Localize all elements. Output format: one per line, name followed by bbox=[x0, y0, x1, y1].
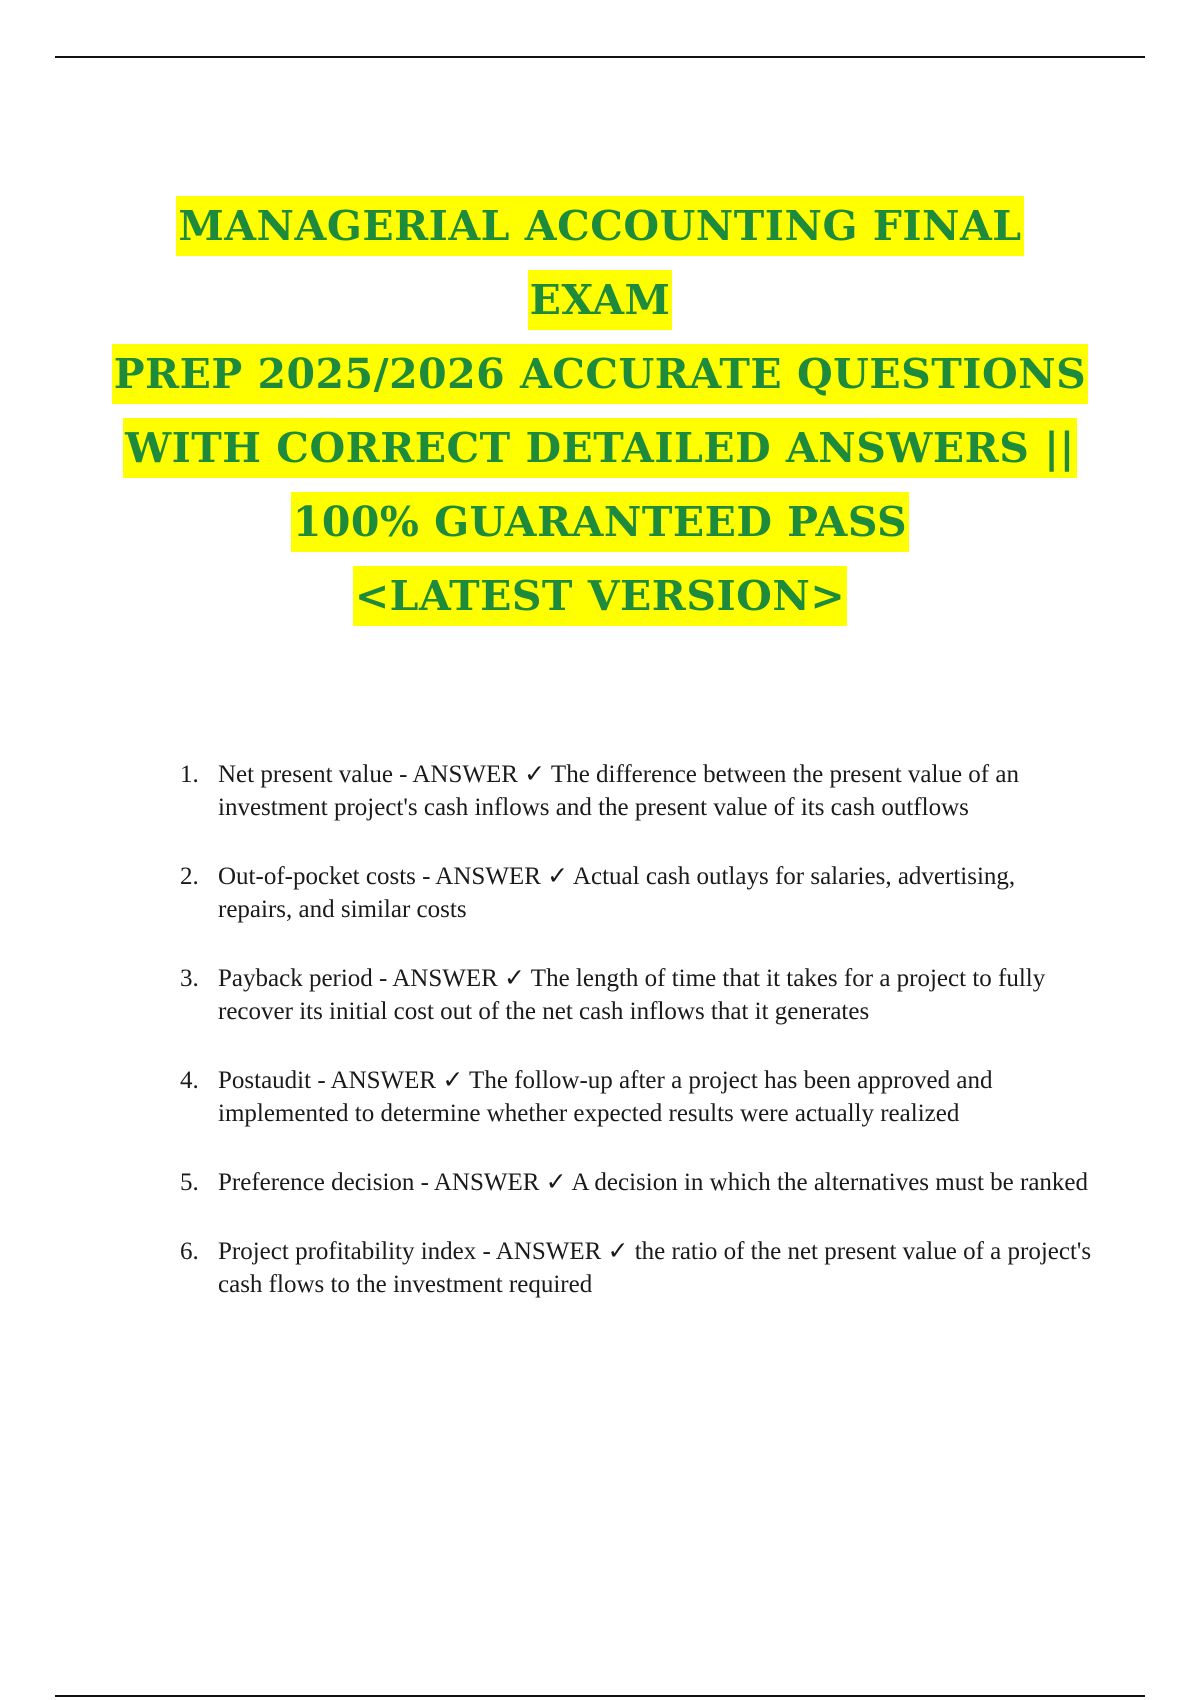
bottom-rule bbox=[55, 1695, 1145, 1697]
item-text: Out-of-pocket costs - ANSWER ✓ Actual cash outlays for salaries, advertising, repairs, and similar costs bbox=[218, 863, 1016, 923]
title-line: WITH CORRECT DETAILED ANSWERS || bbox=[100, 416, 1100, 490]
item-text: Net present value - ANSWER ✓ The difference between the present value of an investment project's cash inflows and the present value of its cash outflows bbox=[218, 761, 1019, 821]
item-number: 6. bbox=[180, 1238, 199, 1265]
document-title bbox=[100, 194, 1100, 638]
list-item bbox=[175, 1064, 1095, 1130]
top-rule bbox=[55, 56, 1145, 58]
item-text: Postaudit - ANSWER ✓ The follow-up after a project has been approved and implemented to determine whether expected results were actually realized bbox=[218, 1067, 993, 1127]
item-number: 4. bbox=[180, 1067, 199, 1094]
item-number: 3. bbox=[180, 965, 199, 992]
item-number: 5. bbox=[180, 1169, 199, 1196]
item-text: Project profitability index - ANSWER ✓ the ratio of the net present value of a project's cash flows to the investment required bbox=[218, 1238, 1092, 1298]
title-line: MANAGERIAL ACCOUNTING FINAL EXAM bbox=[100, 194, 1100, 342]
list-item bbox=[175, 758, 1095, 824]
list-item bbox=[175, 1166, 1095, 1199]
item-text: Payback period - ANSWER ✓ The length of time that it takes for a project to fully recover its initial cost out of the net cash inflows that it generates bbox=[218, 965, 1046, 1025]
title-line: <LATEST VERSION> bbox=[100, 564, 1100, 638]
list-item bbox=[175, 860, 1095, 926]
item-number: 1. bbox=[180, 761, 199, 788]
list-item bbox=[175, 1235, 1095, 1301]
question-answer-list bbox=[175, 758, 1095, 1337]
item-text: Preference decision - ANSWER ✓ A decision in which the alternatives must be ranked bbox=[218, 1169, 1089, 1196]
list-item bbox=[175, 962, 1095, 1028]
title-line: 100% GUARANTEED PASS bbox=[100, 490, 1100, 564]
title-line: PREP 2025/2026 ACCURATE QUESTIONS bbox=[100, 342, 1100, 416]
item-number: 2. bbox=[180, 863, 199, 890]
